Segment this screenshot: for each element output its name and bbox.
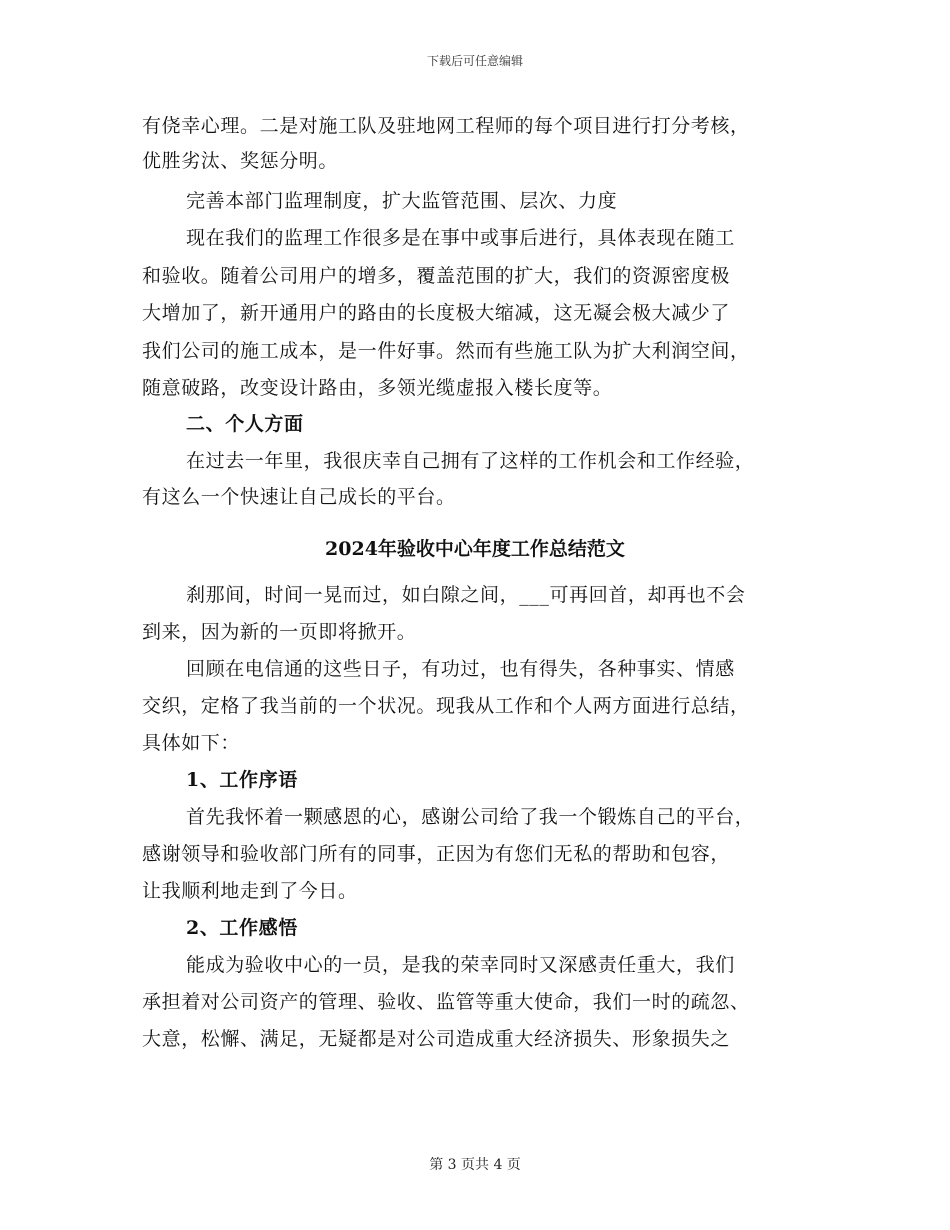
paragraph-line: 承担着对公司资产的管理、验收、监管等重大使命，我们一时的疏忽、 xyxy=(142,991,750,1013)
paragraph-line: 交织，定格了我当前的一个状况。现我从工作和个人两方面进行总结， xyxy=(142,695,750,717)
paragraph-line: 优胜劣汰、奖惩分明。 xyxy=(142,150,339,172)
paragraph-line: 大意，松懈、满足，无疑都是对公司造成重大经济损失、形象损失之 xyxy=(142,1028,731,1050)
page-footer: 第 3 页共 4 页 xyxy=(429,1157,521,1173)
paragraph-line: 和验收。随着公司用户的增多，覆盖范围的扩大，我们的资源密度极 xyxy=(142,265,731,287)
paragraph-line: 有这么一个快速让自己成长的平台。 xyxy=(142,486,456,508)
paragraph-line: 具体如下： xyxy=(142,732,241,754)
section-heading: 二、个人方面 xyxy=(186,413,304,435)
page-header: 下载后可任意编辑 xyxy=(426,54,523,68)
paragraph-line: 完善本部门监理制度，扩大监管范围、层次、力度 xyxy=(186,190,618,212)
paragraph-line: 回顾在电信通的这些日子，有功过，也有得失，各种事实、情感 xyxy=(186,658,735,680)
paragraph-line: 现在我们的监理工作很多是在事中或事后进行，具体表现在随工 xyxy=(186,227,735,249)
section-heading: 2、工作感悟 xyxy=(186,917,298,939)
paragraph-line: 能成为验收中心的一员，是我的荣幸同时又深感责任重大，我们 xyxy=(186,954,735,976)
paragraph-line: 让我顺利地走到了今日。 xyxy=(142,880,358,902)
paragraph-line: 随意破路，改变设计路由，多领光缆虚报入楼长度等。 xyxy=(142,377,613,399)
paragraph-line: 首先我怀着一颗感恩的心，感谢公司给了我一个锻炼自己的平台， xyxy=(186,806,755,828)
paragraph-line: 我们公司的施工成本，是一件好事。然而有些施工队为扩大利润空间， xyxy=(142,340,750,362)
paragraph-line: 刹那间，时间一晃而过，如白隙之间，___可再回首，却再也不会 xyxy=(186,584,746,606)
paragraph-line: 到来，因为新的一页即将掀开。 xyxy=(142,621,417,643)
paragraph-line: 大增加了，新开通用户的路由的长度极大缩减，这无凝会极大减少了 xyxy=(142,302,731,324)
section-heading: 1、工作序语 xyxy=(186,769,298,791)
document-title: 2024年验收中心年度工作总结范文 xyxy=(325,538,625,560)
paragraph-line: 感谢领导和验收部门所有的同事，正因为有您们无私的帮助和包容， xyxy=(142,843,731,865)
paragraph-line: 在过去一年里，我很庆幸自己拥有了这样的工作机会和工作经验， xyxy=(186,450,755,472)
paragraph-line: 有侥幸心理。二是对施工队及驻地网工程师的每个项目进行打分考核， xyxy=(142,115,750,137)
